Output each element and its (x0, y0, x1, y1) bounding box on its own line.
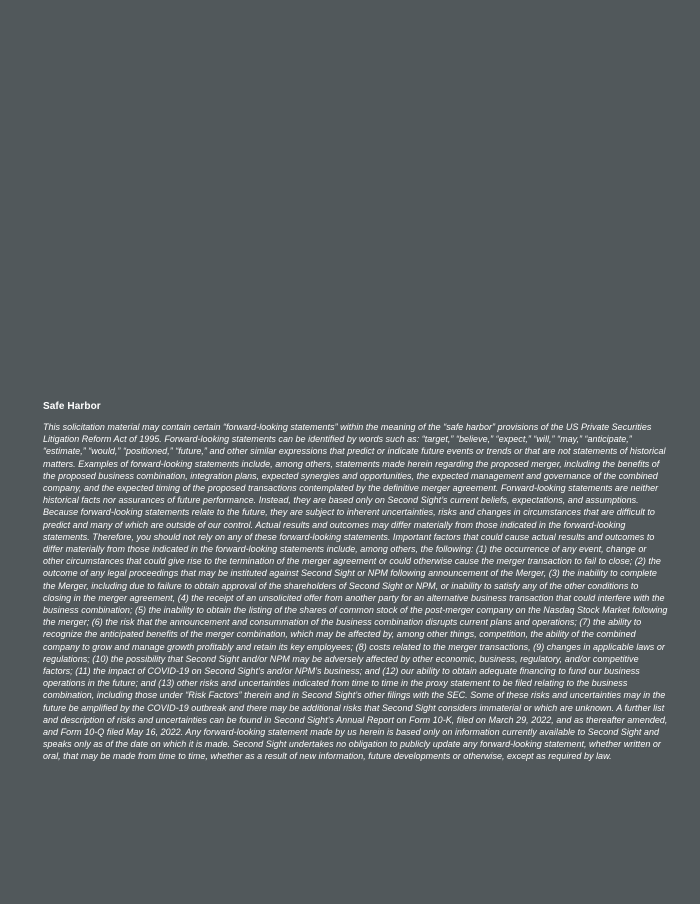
safe-harbor-body: This solicitation material may contain certain “forward-looking statements” within the meaning of the “safe harbor” provisions of the US Private Securities Litigation Reform Act of 1995. Forward-looking statements can be identified by words such as: “target,” “believe,” “expect,” “will,” “may,” “anticipate,” “estimate,” “would,” “positioned,” “future,” and other similar expressions that predict or indicate future events or trends or that are not statements of historical matters. Examples of forward-looking statements include, among others, statements made herein regarding the proposed merger, including the benefits of the proposed business combination, integration plans, expected synergies and opportunities, the expected management and governance of the combined company, and the expected timing of the proposed transactions contemplated by the definitive merger agreement. Forward-looking statements are neither historical facts nor assurances of future performance. Instead, they are based only on Second Sight’s current beliefs, expectations, and assumptions. Because forward-looking statements relate to the future, they are subject to inherent uncertainties, risks and changes in circumstances that are difficult to predict and many of which are outside of our control. Actual results and outcomes may differ materially from those indicated in the forward-looking statements. Therefore, you should not rely on any of these forward-looking statements. Important factors that could cause actual results and outcomes to differ materially from those indicated in the forward-looking statements include, among others, the following: (1) the occurrence of any event, change or other circumstances that could give rise to the termination of the merger agreement or could otherwise cause the merger transaction to fail to close; (2) the outcome of any legal proceedings that may be instituted against Second Sight or NPM following announcement of the Merger, (3) the inability to complete the Merger, including due to failure to obtain approval of the shareholders of Second Sight or NPM, or inability to satisfy any of the other conditions to closing in the merger agreement, (4) the receipt of an unsolicited offer from another party for an alternative business transaction that could interfere with the business combination; (5) the inability to obtain the listing of the shares of common stock of the post-merger company on the Nasdaq Stock Market following the merger; (6) the risk that the announcement and consummation of the business combination disrupts current plans and operations; (7) the ability to recognize the anticipated benefits of the merger combination, which may be affected by, among other things, competition, the ability of the combined company to grow and manage growth profitably and retain its key employees; (8) costs related to the merger transactions, (9) changes in applicable laws or regulations; (10) the possibility that Second Sight and/or NPM may be adversely affected by other economic, business, regulatory, and/or competitive factors; (11) the impact of COVID-19 on Second Sight’s and/or NPM’s business; and (12) our ability to obtain adequate financing to fund our business operations in the future; and (13) other risks and uncertainties indicated from time to time in the proxy statement to be filed relating to the business combination, including those under “Risk Factors” therein and in Second Sight’s other filings with the SEC. Some of these risks and uncertainties may in the future be amplified by the COVID-19 outbreak and there may be additional risks that Second Sight considers immaterial or which are unknown. A further list and description of risks and uncertainties can be found in Second Sight’s Annual Report on Form 10-K, filed on March 29, 2022, and as thereafter amended, and Form 10-Q filed May 16, 2022. Any forward-looking statement made by us herein is based only on information currently available to Second Sight and speaks only as of the date on which it is made. Second Sight undertakes no obligation to publicly update any forward-looking statement, whether written or oral, that may be made from time to time, whether as a result of new information, future developments or otherwise, except as required by law. (43, 422, 668, 762)
safe-harbor-heading: Safe Harbor (43, 401, 101, 412)
safe-harbor-section (43, 401, 668, 763)
